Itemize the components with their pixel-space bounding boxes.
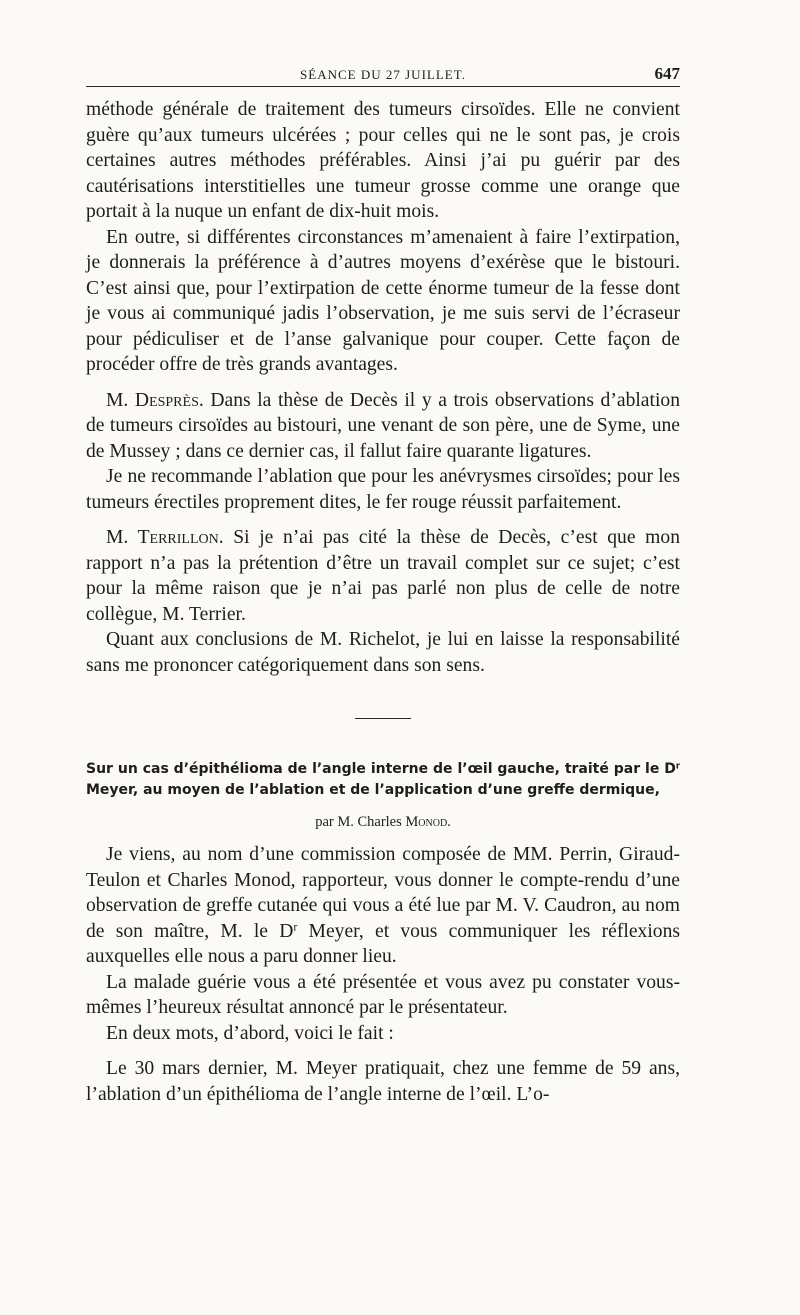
paragraph-despres [86,388,680,465]
byline-prefix: par M. Charles [315,814,406,830]
discussion-section [86,97,680,678]
paragraph-terrillon [86,525,680,627]
byline-suffix: . [447,814,451,830]
terrillon-text: Si je n’ai pas cité la thèse de Decès, c’est que mon rapport n’a pas la prétention d’être un travail complet sur ce sujet; c’est pour la même raison que je n’ai pas parlé non plus de celle de notre collègue, M. Terrier. [86,527,680,625]
article-title-sup: r [675,760,680,771]
article-body [86,842,680,1107]
article-title [86,759,680,801]
article-title-part1: Sur un cas d’épithélioma de l’angle interne de l’œil gauche, traité par le D [86,761,676,777]
article-paragraph-3: En deux mots, d’abord, voici le fait : [106,1022,394,1044]
paragraph-despres-2: Je ne recommande l’ablation que pour les anévrysmes cirsoïdes; pour les tumeurs érectiles proprement dites, le fer rouge réussit parfaitement. [86,466,680,513]
page-number: 647 [654,64,680,83]
running-header [86,62,680,87]
article-paragraph-4: Le 30 mars dernier, M. Meyer pratiquait, chez une femme de 59 ans, l’ablation d’un épithélioma de l’angle interne de l’œil. L’o- [86,1058,680,1105]
article-byline [86,814,680,831]
paragraph-terrillon-2: Quant aux conclusions de M. Richelot, je lui en laisse la responsabilité sans me prononcer catégoriquement dans son sens. [86,629,680,676]
section-divider [355,718,411,719]
article-p1-sup: r [293,920,298,934]
paragraph-extirpation: En outre, si différentes circonstances m’amenaient à faire l’extirpation, je donnerais la préférence à d’autres moyens d’exérèse que le bistouri. C’est ainsi que, pour l’extirpation de cette énorme tumeur de la fesse dont je vous ai communiqué jadis l’observation, je me suis servi de l’écraseur pour pédiculiser et de l’anse galvanique pour couper. Cette façon de procéder offre de très grands avantages. [86,226,680,375]
speaker-terrillon: M. Terrillon. [106,527,224,548]
article-p1-part2: Meyer, et vous communiquer les réflexions auxquelles elle nous a paru donner lieu. [86,920,680,967]
speaker-despres: M. Desprès. [106,389,204,411]
article-paragraph-1 [86,842,680,970]
despres-text: Dans la thèse de Decès il y a trois observations d’ablation de tumeurs cirsoïdes au bistouri, une venant de son père, une de Syme, une de Mussey ; dans ce dernier cas, il fallut faire quarante ligatures. [86,389,680,462]
paragraph-continuation: méthode générale de traitement des tumeurs cirsoïdes. Elle ne convient guère qu’aux tumeurs ulcérées ; pour celles qui ne le sont pas, je crois certaines autres méthodes préférables. Ainsi j’ai pu guérir par des cautérisations interstitielles une tumeur grosse comme une orange que portait à la nuque un enfant de dix-huit mois. [86,99,680,222]
running-title: SÉANCE DU 27 JUILLET. [300,67,466,82]
article-title-part2: Meyer, au moyen de l’ablation et de l’application d’une greffe dermique, [86,782,660,798]
article-p1-part1: Je viens, au nom d’une commission composée de MM. Perrin, Giraud-Teulon et Charles Monod, rapporteur, vous donner le compte-rendu d’une observation de greffe cutanée qui vous a été lue par M. V. Caudron, au nom de son maître, M. le D [86,844,680,942]
article-paragraph-2: La malade guérie vous a été présentée et vous avez pu constater vous-mêmes l’heureux résultat annoncé par le présentateur. [86,971,680,1018]
book-page [86,62,680,1107]
byline-author: Monod [405,814,448,830]
